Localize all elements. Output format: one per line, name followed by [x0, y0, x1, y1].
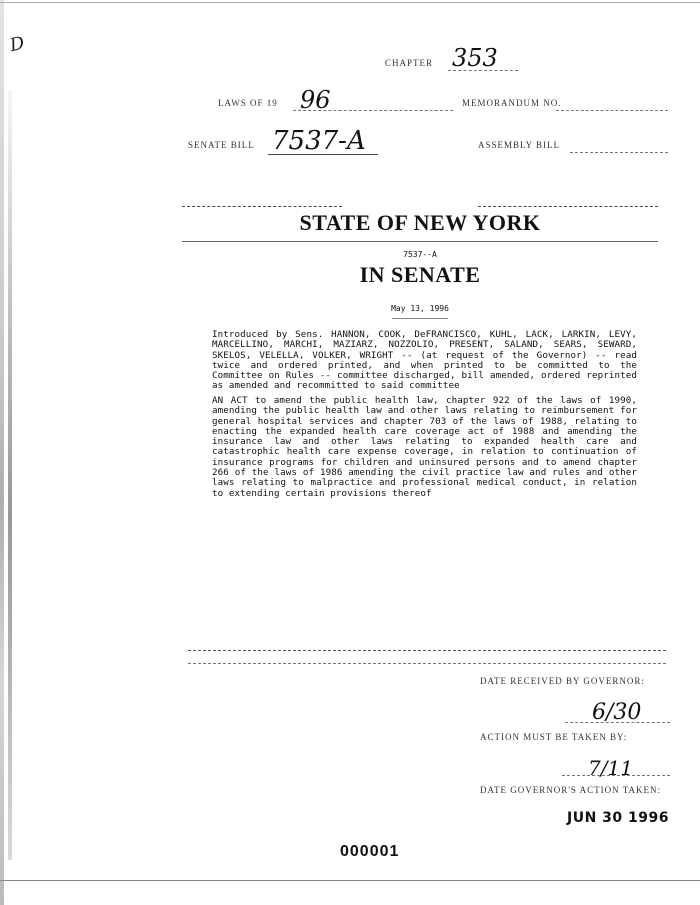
- action-must-value: 7/11: [588, 756, 633, 780]
- date-received-line: [565, 722, 670, 723]
- in-senate-heading: IN SENATE: [359, 262, 481, 287]
- bill-date: May 13, 1996: [391, 304, 449, 313]
- assembly-bill-label: ASSEMBLY BILL: [478, 140, 561, 150]
- corner-mark: D: [7, 32, 27, 57]
- action-must-line: [562, 775, 670, 776]
- laws-of-line: [293, 110, 453, 111]
- senate-bill-line: [268, 154, 378, 155]
- date-received-label: DATE RECEIVED BY GOVERNOR:: [480, 676, 645, 686]
- action-must-label: ACTION MUST BE TAKEN BY:: [480, 732, 628, 742]
- date-rule: [392, 318, 448, 319]
- chapter-line: [448, 70, 518, 71]
- scan-bottom-edge: [0, 880, 700, 881]
- footer-rule-2: [188, 663, 666, 664]
- scan-top-edge: [0, 2, 700, 3]
- state-title: STATE OF NEW YORK: [299, 210, 541, 235]
- laws-of-label: LAWS OF 19: [218, 98, 278, 108]
- memorandum-label: MEMORANDUM NO.: [462, 98, 562, 108]
- senate-bill-label: SENATE BILL: [188, 140, 255, 150]
- title-rule-bottom: [182, 241, 658, 242]
- page-number: 000001: [340, 843, 400, 860]
- introduced-paragraph: Introduced by Sens. HANNON, COOK, DeFRANCISCO, KUHL, LACK, LARKIN, LEVY, MARCELLINO, MARCHI, MAZIARZ, NOZZOLIO, PRESENT, SALAND, SEARS, SEWARD, SKELOS, VELELLA, VOLKER, WRIGHT -- (at request of the Governor) -- read twice and ordered printed, and when printed to be committed to the Committee on Rules -- committee discharged, bill amended, ordered reprinted as amended and recommitted to said committee: [212, 329, 637, 392]
- memorandum-line: [556, 110, 668, 111]
- chapter-label: CHAPTER: [385, 58, 434, 68]
- date-action-stamp: JUN 30 1996: [567, 810, 669, 826]
- assembly-bill-line: [570, 152, 668, 153]
- date-action-label: DATE GOVERNOR'S ACTION TAKEN:: [480, 785, 661, 795]
- scan-binding-shadow: [8, 90, 12, 860]
- act-paragraph: AN ACT to amend the public health law, chapter 922 of the laws of 1990, amending the public health law and other laws relating to reimbursement for general hospital services and chapter 703 of the laws of 1988, relating to enacting the expanded health care coverage act of 1988 and amending the insurance law and other laws relating to expanded health care and catastrophic health care expense coverage, in relation to continuation of insurance programs for children and uninsured persons and to amend chapter 266 of the laws of 1986 amending the civil practice law and rules and other laws relating to malpractice and professional medical conduct, in relation to extending certain provisions thereof: [212, 395, 637, 499]
- senate-bill-value: 7537-A: [272, 126, 366, 156]
- scan-left-edge: [0, 0, 4, 905]
- date-received-value: 6/30: [592, 700, 642, 725]
- footer-rule-1: [188, 650, 666, 651]
- title-rule-right: [478, 206, 658, 207]
- chapter-value: 353: [452, 44, 498, 72]
- bill-number: 7537--A: [403, 250, 437, 259]
- laws-of-value: 96: [300, 86, 331, 114]
- title-rule-left: [182, 206, 342, 207]
